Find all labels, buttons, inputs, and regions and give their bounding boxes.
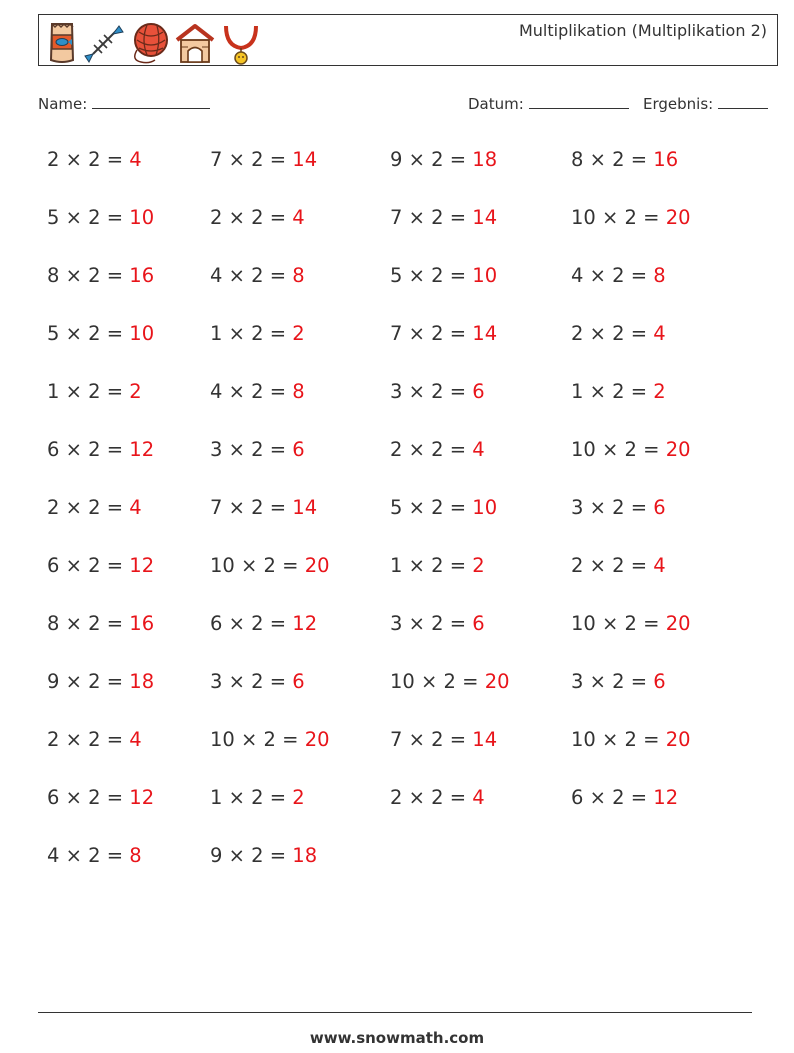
problem-question: 2 × 2 = xyxy=(571,322,654,345)
problem-answer: 16 xyxy=(129,612,155,635)
problem-question: 4 × 2 = xyxy=(47,844,130,867)
date-label: Datum: xyxy=(468,95,524,113)
problem-answer: 4 xyxy=(292,206,305,229)
problem-question: 7 × 2 = xyxy=(210,496,293,519)
problem-answer: 12 xyxy=(129,786,155,809)
problem-item xyxy=(571,612,691,635)
problem-item xyxy=(210,496,317,519)
problem-question: 3 × 2 = xyxy=(210,670,293,693)
problem-question: 10 × 2 = xyxy=(571,438,666,461)
problem-item xyxy=(390,264,497,287)
problem-answer: 2 xyxy=(129,380,142,403)
problem-item xyxy=(571,264,666,287)
problem-question: 2 × 2 = xyxy=(390,786,473,809)
problem-question: 6 × 2 = xyxy=(47,438,130,461)
problem-question: 1 × 2 = xyxy=(210,322,293,345)
problem-item xyxy=(571,148,678,171)
problem-answer: 12 xyxy=(292,612,318,635)
problem-question: 8 × 2 = xyxy=(47,264,130,287)
footer-divider xyxy=(38,1012,752,1013)
problem-item xyxy=(390,380,485,403)
problem-answer: 12 xyxy=(129,438,155,461)
pet-collar-icon xyxy=(221,20,261,66)
problem-answer: 4 xyxy=(129,496,142,519)
problem-item xyxy=(571,786,678,809)
problem-row xyxy=(0,372,794,430)
problem-item xyxy=(390,206,497,229)
problem-answer: 12 xyxy=(129,554,155,577)
problem-item xyxy=(47,496,142,519)
problem-question: 6 × 2 = xyxy=(47,554,130,577)
problem-answer: 4 xyxy=(472,786,485,809)
problem-answer: 20 xyxy=(304,554,330,577)
problem-item xyxy=(47,554,154,577)
problem-item xyxy=(47,670,154,693)
problem-item xyxy=(210,670,305,693)
problem-item xyxy=(210,148,317,171)
problem-question: 6 × 2 = xyxy=(47,786,130,809)
problem-answer: 8 xyxy=(653,264,666,287)
problem-item xyxy=(571,380,666,403)
problem-question: 6 × 2 = xyxy=(210,612,293,635)
problem-item xyxy=(390,728,497,751)
problem-question: 8 × 2 = xyxy=(571,148,654,171)
problem-question: 2 × 2 = xyxy=(47,728,130,751)
problem-question: 4 × 2 = xyxy=(571,264,654,287)
problem-answer: 20 xyxy=(484,670,510,693)
problem-item xyxy=(390,786,485,809)
problem-item xyxy=(210,206,305,229)
problem-answer: 20 xyxy=(665,612,691,635)
problem-item xyxy=(47,728,142,751)
problem-item xyxy=(210,844,317,867)
problem-answer: 8 xyxy=(292,264,305,287)
problem-answer: 20 xyxy=(304,728,330,751)
problem-item xyxy=(47,844,142,867)
problem-answer: 6 xyxy=(472,380,485,403)
yarn-ball-icon xyxy=(129,20,169,66)
fish-bone-icon xyxy=(81,20,125,66)
problem-question: 2 × 2 = xyxy=(390,438,473,461)
problem-item xyxy=(571,728,691,751)
problem-item xyxy=(390,148,497,171)
problem-question: 3 × 2 = xyxy=(210,438,293,461)
problem-item xyxy=(210,264,305,287)
problem-question: 10 × 2 = xyxy=(571,612,666,635)
problem-question: 10 × 2 = xyxy=(210,554,305,577)
name-blank xyxy=(92,94,210,109)
problem-question: 8 × 2 = xyxy=(47,612,130,635)
problem-answer: 14 xyxy=(472,206,498,229)
problem-item xyxy=(571,554,666,577)
problem-question: 10 × 2 = xyxy=(571,728,666,751)
problem-item xyxy=(210,554,330,577)
problem-answer: 18 xyxy=(472,148,498,171)
problem-row xyxy=(0,546,794,604)
problem-question: 9 × 2 = xyxy=(390,148,473,171)
problem-answer: 4 xyxy=(472,438,485,461)
problem-answer: 6 xyxy=(472,612,485,635)
problem-row xyxy=(0,488,794,546)
problem-item xyxy=(390,438,485,461)
problem-answer: 4 xyxy=(129,148,142,171)
problem-question: 10 × 2 = xyxy=(390,670,485,693)
name-field xyxy=(38,94,210,113)
problem-question: 2 × 2 = xyxy=(47,148,130,171)
problem-item xyxy=(571,438,691,461)
header-icons xyxy=(47,20,261,66)
problem-answer: 20 xyxy=(665,728,691,751)
problem-item xyxy=(210,728,330,751)
worksheet-title: Multiplikation (Multiplikation 2) xyxy=(518,21,767,40)
problem-item xyxy=(210,786,305,809)
date-blank xyxy=(529,94,629,109)
problem-item xyxy=(390,670,510,693)
problem-row xyxy=(0,256,794,314)
problem-item xyxy=(390,612,485,635)
problem-answer: 4 xyxy=(129,728,142,751)
problem-question: 1 × 2 = xyxy=(390,554,473,577)
problem-answer: 4 xyxy=(653,554,666,577)
problem-answer: 10 xyxy=(472,264,498,287)
problem-answer: 10 xyxy=(129,322,155,345)
problem-question: 10 × 2 = xyxy=(571,206,666,229)
problem-answer: 14 xyxy=(292,148,318,171)
problem-answer: 14 xyxy=(292,496,318,519)
problem-item xyxy=(47,380,142,403)
problem-question: 2 × 2 = xyxy=(210,206,293,229)
name-label: Name: xyxy=(38,95,88,113)
problem-answer: 10 xyxy=(472,496,498,519)
problem-question: 7 × 2 = xyxy=(390,728,473,751)
problem-item xyxy=(571,206,691,229)
problem-row xyxy=(0,662,794,720)
problem-row xyxy=(0,430,794,488)
problem-item xyxy=(47,264,154,287)
problem-answer: 8 xyxy=(292,380,305,403)
problem-item xyxy=(47,786,154,809)
problem-row xyxy=(0,314,794,372)
problem-row xyxy=(0,720,794,778)
problem-question: 1 × 2 = xyxy=(571,380,654,403)
problem-answer: 4 xyxy=(653,322,666,345)
problem-question: 6 × 2 = xyxy=(571,786,654,809)
result-field xyxy=(643,94,768,113)
problem-question: 5 × 2 = xyxy=(390,496,473,519)
problem-answer: 16 xyxy=(653,148,679,171)
problem-answer: 10 xyxy=(129,206,155,229)
problem-answer: 18 xyxy=(292,844,318,867)
problem-question: 1 × 2 = xyxy=(210,786,293,809)
problem-question: 1 × 2 = xyxy=(47,380,130,403)
footer-url: www.snowmath.com xyxy=(309,1029,485,1047)
problem-item xyxy=(571,670,666,693)
problem-answer: 6 xyxy=(292,438,305,461)
problem-question: 7 × 2 = xyxy=(210,148,293,171)
problem-answer: 14 xyxy=(472,728,498,751)
result-label: Ergebnis: xyxy=(643,95,714,113)
problem-question: 7 × 2 = xyxy=(390,322,473,345)
problem-answer: 6 xyxy=(292,670,305,693)
problem-question: 2 × 2 = xyxy=(47,496,130,519)
pet-house-icon xyxy=(173,20,217,66)
problem-question: 5 × 2 = xyxy=(390,264,473,287)
problem-question: 10 × 2 = xyxy=(210,728,305,751)
problem-row xyxy=(0,198,794,256)
problem-item xyxy=(47,612,154,635)
problem-answer: 20 xyxy=(665,206,691,229)
date-field xyxy=(468,94,629,113)
problem-question: 4 × 2 = xyxy=(210,380,293,403)
problem-item xyxy=(47,438,154,461)
problem-answer: 6 xyxy=(653,496,666,519)
problem-item xyxy=(390,496,497,519)
cat-food-bag-icon xyxy=(47,20,77,66)
problem-answer: 16 xyxy=(129,264,155,287)
problem-item xyxy=(210,438,305,461)
problem-question: 3 × 2 = xyxy=(571,670,654,693)
problem-question: 5 × 2 = xyxy=(47,206,130,229)
problem-item xyxy=(47,206,154,229)
problem-question: 4 × 2 = xyxy=(210,264,293,287)
problem-answer: 2 xyxy=(653,380,666,403)
result-blank xyxy=(718,94,768,109)
problem-item xyxy=(390,554,485,577)
problem-answer: 18 xyxy=(129,670,155,693)
problem-item xyxy=(571,496,666,519)
problem-answer: 8 xyxy=(129,844,142,867)
problem-answer: 12 xyxy=(653,786,679,809)
problem-question: 9 × 2 = xyxy=(210,844,293,867)
problem-question: 2 × 2 = xyxy=(571,554,654,577)
problem-item xyxy=(390,322,497,345)
problem-question: 3 × 2 = xyxy=(571,496,654,519)
problem-row xyxy=(0,778,794,836)
problem-question: 7 × 2 = xyxy=(390,206,473,229)
problem-question: 9 × 2 = xyxy=(47,670,130,693)
problem-answer: 2 xyxy=(292,322,305,345)
problem-row xyxy=(0,836,794,894)
problem-question: 5 × 2 = xyxy=(47,322,130,345)
problem-item xyxy=(47,322,154,345)
problem-row xyxy=(0,140,794,198)
problem-answer: 2 xyxy=(292,786,305,809)
problem-item xyxy=(47,148,142,171)
problem-item xyxy=(571,322,666,345)
problem-question: 3 × 2 = xyxy=(390,380,473,403)
problem-item xyxy=(210,612,317,635)
worksheet-header xyxy=(38,14,778,66)
problem-question: 3 × 2 = xyxy=(390,612,473,635)
problem-answer: 2 xyxy=(472,554,485,577)
problem-answer: 20 xyxy=(665,438,691,461)
problem-answer: 6 xyxy=(653,670,666,693)
problem-answer: 14 xyxy=(472,322,498,345)
problem-row xyxy=(0,604,794,662)
problem-item xyxy=(210,380,305,403)
problem-item xyxy=(210,322,305,345)
problem-grid xyxy=(0,140,794,894)
